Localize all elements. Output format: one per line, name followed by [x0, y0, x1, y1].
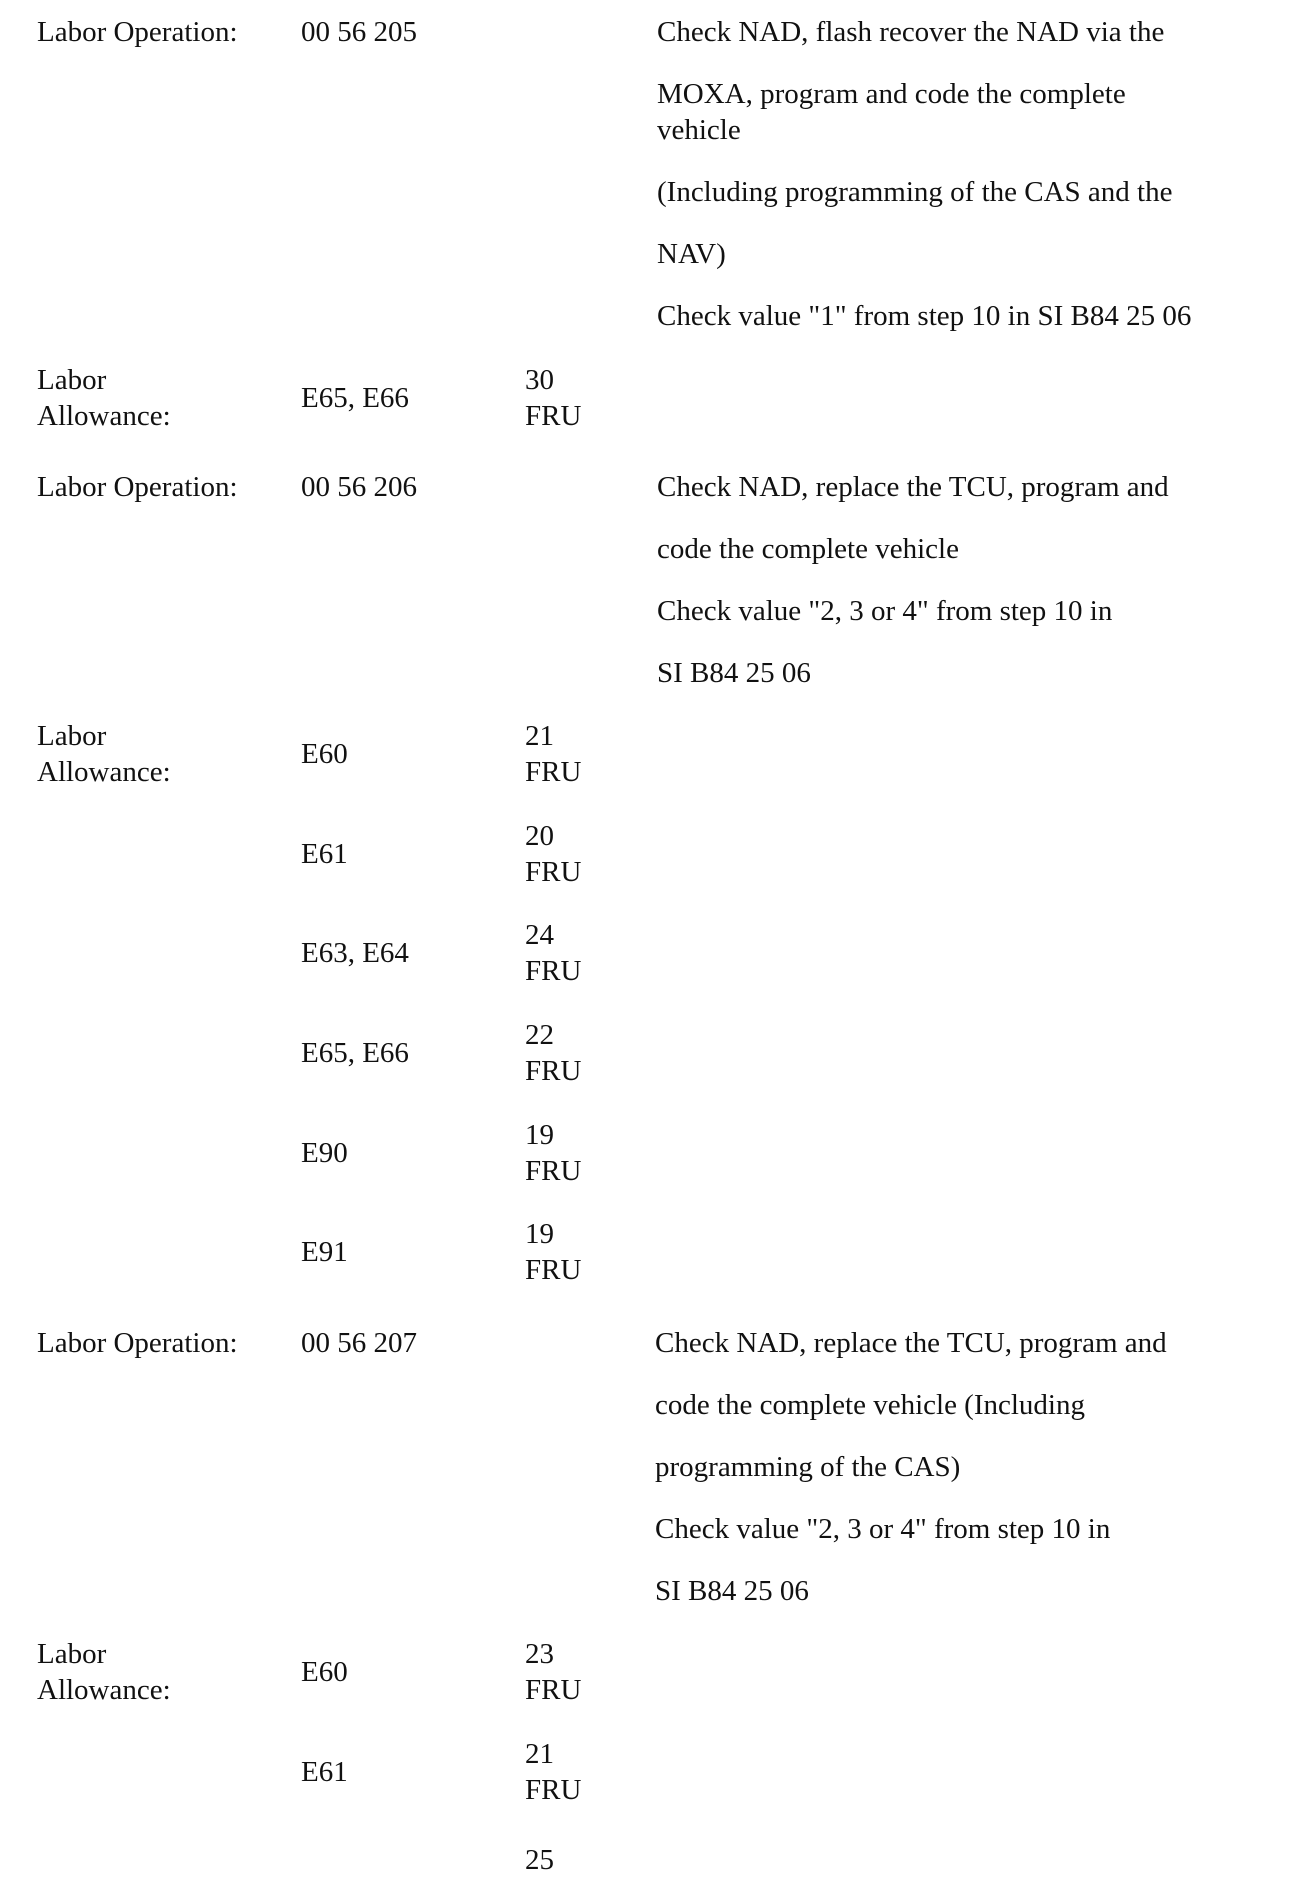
allowance-value: 21 FRU — [525, 1738, 582, 1806]
allowance-model: E60 — [301, 1656, 348, 1688]
labor-operation-description: Check NAD, replace the TCU, program and code the complete vehicle (Including programming of the CAS) Check value "2, 3 or 4" from step 10 in SI B84 25 06 — [655, 1327, 1167, 1607]
labor-operation-label: Labor Operation: — [37, 16, 238, 48]
labor-operation-code: 00 56 206 — [301, 471, 417, 503]
allowance-value: 19 FRU — [525, 1119, 582, 1187]
allowance-model: E60 — [301, 738, 348, 770]
labor-operation-label: Labor Operation: — [37, 1327, 238, 1359]
allowance-model: E65, E66 — [301, 382, 409, 414]
allowance-value: 19 FRU — [525, 1218, 582, 1286]
allowance-model: E65, E66 — [301, 1037, 409, 1069]
labor-allowance-label: Labor Allowance: — [37, 720, 171, 788]
allowance-model: E61 — [301, 838, 348, 870]
labor-allowance-label: Labor Allowance: — [37, 364, 171, 432]
allowance-value: 20 FRU — [525, 820, 582, 888]
allowance-model: E90 — [301, 1137, 348, 1169]
allowance-value: 23 FRU — [525, 1638, 582, 1706]
labor-allowance-label: Labor Allowance: — [37, 1638, 171, 1706]
allowance-model: E63, E64 — [301, 937, 409, 969]
labor-operation-code: 00 56 207 — [301, 1327, 417, 1359]
allowance-value: 21 FRU — [525, 720, 582, 788]
allowance-value: 25 — [525, 1844, 554, 1876]
labor-operation-label: Labor Operation: — [37, 471, 238, 503]
labor-operation-description: Check NAD, flash recover the NAD via the MOXA, program and code the complete vehicle (Including programming of the CAS and the NAV) Check value "1" from step 10 in SI B84 25 06 — [657, 16, 1192, 332]
labor-operation-description: Check NAD, replace the TCU, program and code the complete vehicle Check value "2, 3 or 4" from step 10 in SI B84 25 06 — [657, 471, 1169, 689]
allowance-value: 22 FRU — [525, 1019, 582, 1087]
allowance-model: E91 — [301, 1236, 348, 1268]
allowance-value: 30 FRU — [525, 364, 582, 432]
labor-operation-code: 00 56 205 — [301, 16, 417, 48]
allowance-value: 24 FRU — [525, 919, 582, 987]
allowance-model: E61 — [301, 1756, 348, 1788]
